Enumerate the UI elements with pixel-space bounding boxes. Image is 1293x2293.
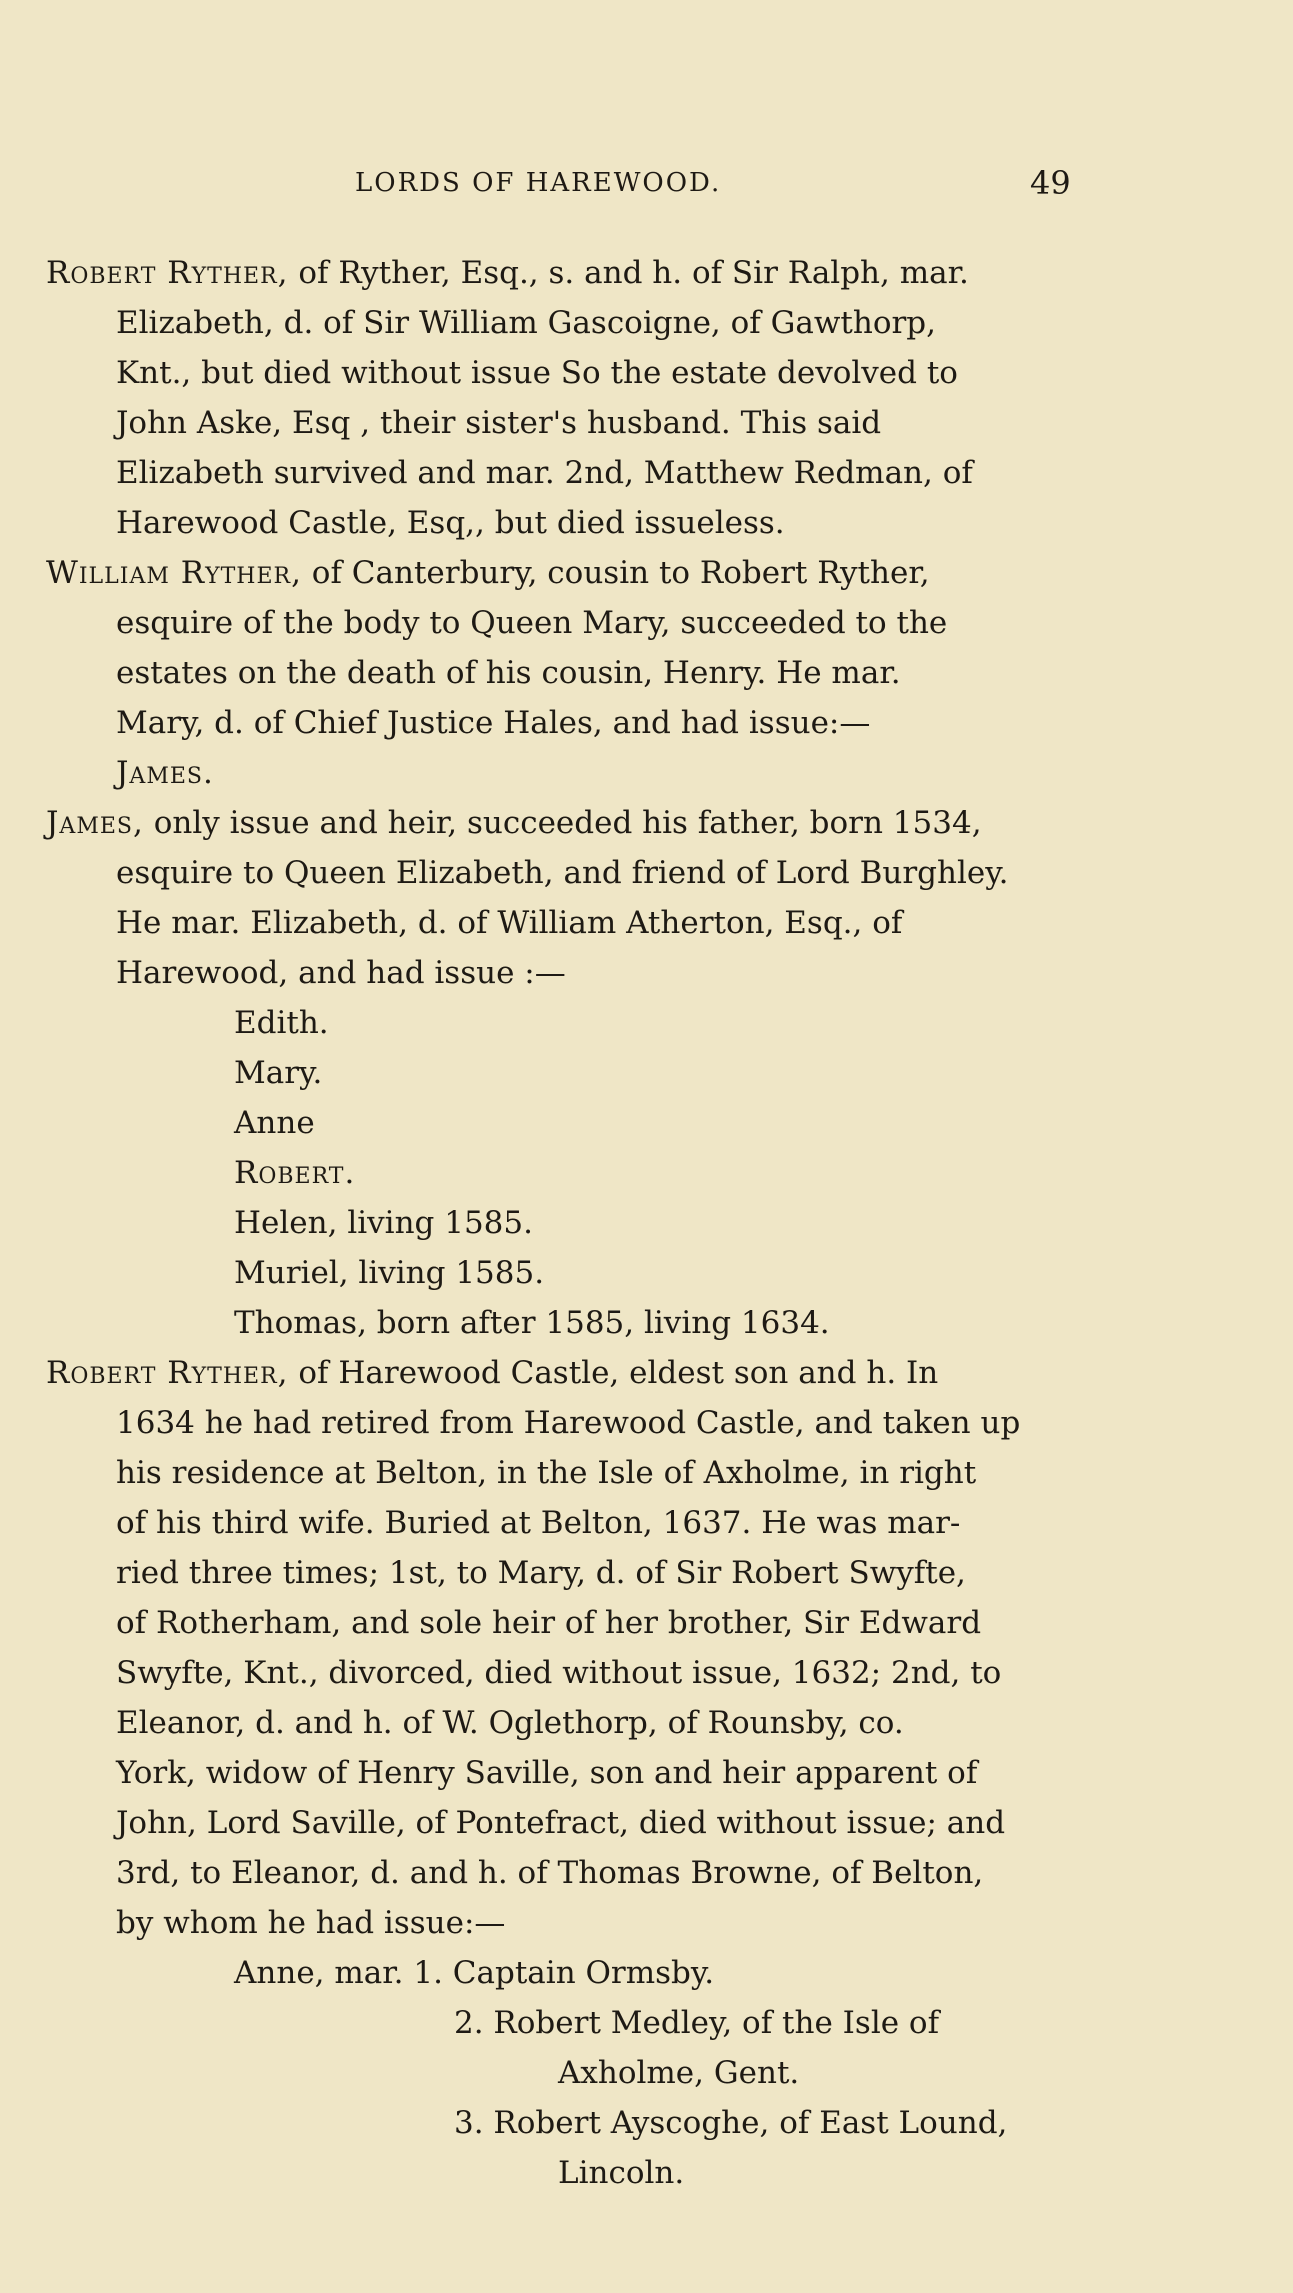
entry-line: Harewood, and had issue :—	[116, 955, 566, 991]
entry-line: Elizabeth survived and mar. 2nd, Matthew Redman, of	[116, 455, 973, 491]
entry-line: Swyfte, Knt., divorced, died without issue, 1632; 2nd, to	[116, 1655, 1002, 1691]
child-item: Helen, living 1585.	[234, 1205, 533, 1241]
entry-first-line: Robert Ryther, of Ryther, Esq., s. and h. of Sir Ralph, mar.	[46, 255, 969, 291]
genealogy-text	[46, 248, 1086, 2198]
entry-name: Robert Ryther,	[46, 1355, 289, 1391]
child-item: Anne	[234, 1105, 315, 1141]
entry-line: estates on the death of his cousin, Henry. He mar.	[116, 655, 901, 691]
entry-line: John Aske, Esq , their sister's husband. This said	[116, 405, 882, 441]
child-item: Mary.	[234, 1055, 323, 1091]
marriage-item: 3. Robert Ayscoghe, of East Lound,	[454, 2105, 1008, 2141]
marriage-item-cont: Axholme, Gent.	[558, 2055, 800, 2091]
entry-line: York, widow of Henry Saville, son and heir apparent of	[116, 1755, 978, 1791]
entry-line: Knt., but died without issue So the estate devolved to	[116, 355, 958, 391]
page-number: 49	[1030, 164, 1071, 202]
child-item: Robert.	[234, 1155, 356, 1191]
entry-line: ried three times; 1st, to Mary, d. of Sir Robert Swyfte,	[116, 1555, 966, 1591]
entry-name: William Ryther,	[46, 555, 302, 591]
marriage-item-cont: Lincoln.	[558, 2155, 685, 2191]
entry-line: 1634 he had retired from Harewood Castle, and taken up	[116, 1405, 1021, 1441]
page-header	[0, 164, 1293, 208]
entry-william-ryther	[46, 548, 1086, 798]
entry-line: John, Lord Saville, of Pontefract, died without issue; and	[116, 1805, 1006, 1841]
entry-first-line: James, only issue and heir, succeeded his father, born 1534,	[46, 805, 982, 841]
entry-line: his residence at Belton, in the Isle of Axholme, in right	[116, 1455, 977, 1491]
entry-line: of Rotherham, and sole heir of her brother, Sir Edward	[116, 1605, 982, 1641]
entry-line: Eleanor, d. and h. of W. Oglethorp, of Rounsby, co.	[116, 1705, 904, 1741]
entry-line: Harewood Castle, Esq,, but died issueless.	[116, 505, 785, 541]
entry-robert-ryther-1	[46, 248, 1086, 548]
marriage-item: 2. Robert Medley, of the Isle of	[454, 2005, 940, 2041]
entry-robert-ryther-2	[46, 1348, 1086, 2198]
entry-line: Mary, d. of Chief Justice Hales, and had issue:—	[116, 705, 871, 741]
entry-line: esquire of the body to Queen Mary, succeeded to the	[116, 605, 948, 641]
child-item: Thomas, born after 1585, living 1634.	[234, 1305, 830, 1341]
entry-line: Elizabeth, d. of Sir William Gascoigne, of Gawthorp,	[116, 305, 937, 341]
entry-line: 3rd, to Eleanor, d. and h. of Thomas Browne, of Belton,	[116, 1855, 984, 1891]
entry-line: He mar. Elizabeth, d. of William Atherton, Esq., of	[116, 905, 903, 941]
entry-first-line: Robert Ryther, of Harewood Castle, eldest son and h. In	[46, 1355, 939, 1391]
child-item: Edith.	[234, 1005, 329, 1041]
running-head: LORDS OF HAREWOOD.	[355, 168, 722, 198]
marriage-line: Anne, mar. 1. Captain Ormsby.	[234, 1955, 715, 1991]
entry-name: James,	[46, 805, 144, 841]
entry-line: by whom he had issue:—	[116, 1905, 506, 1941]
entry-james	[46, 798, 1086, 1348]
entry-line: of his third wife. Buried at Belton, 1637. He was mar-	[116, 1505, 961, 1541]
issue-name: James.	[116, 755, 214, 791]
entry-line: esquire to Queen Elizabeth, and friend of Lord Burghley.	[116, 855, 1009, 891]
entry-first-line: William Ryther, of Canterbury, cousin to Robert Ryther,	[46, 555, 930, 591]
entry-name: Robert Ryther,	[46, 255, 289, 291]
child-item: Muriel, living 1585.	[234, 1255, 545, 1291]
